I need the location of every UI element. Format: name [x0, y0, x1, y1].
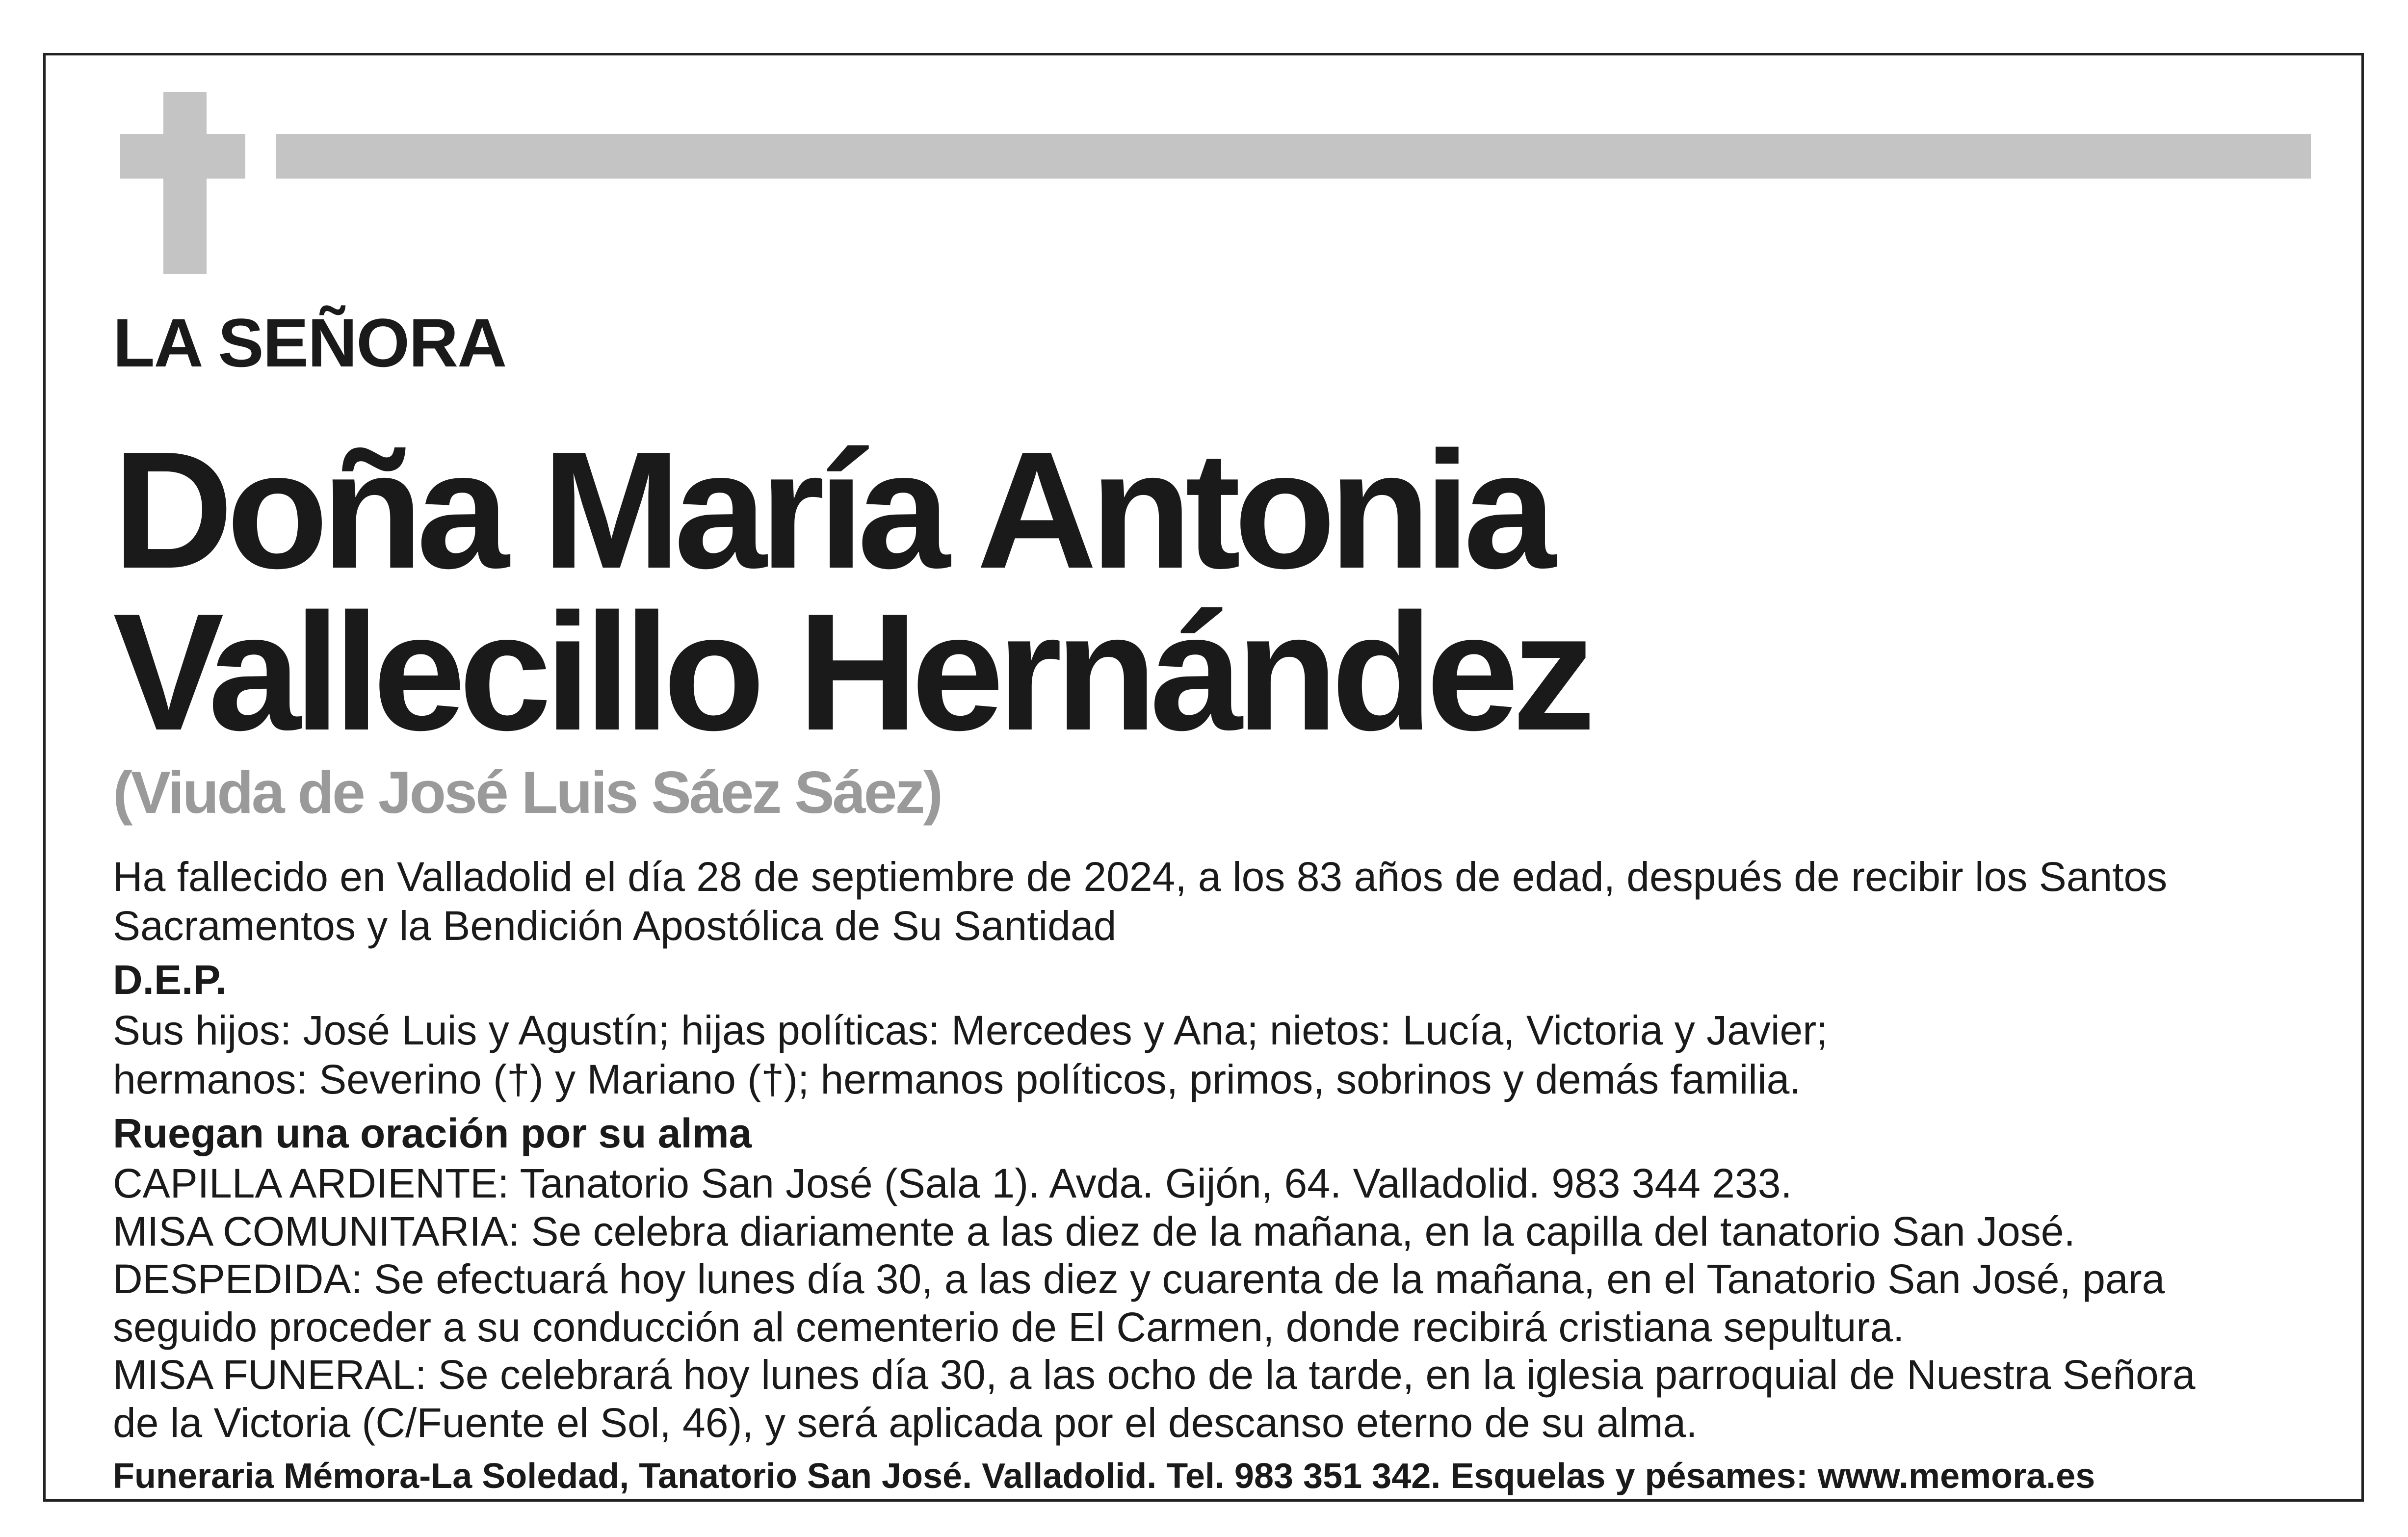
farewell-line2: seguido proceder a su conducción al cementerio de El Carmen, donde recibirá cristiana sepultura. — [113, 1304, 1905, 1350]
widow-of: (Viuda de José Luis Sáez Sáez) — [113, 759, 942, 826]
farewell-line1: DESPEDIDA: Se efectuará hoy lunes día 30, a las diez y cuarenta de la mañana, en el Tanatorio San José, para — [113, 1256, 2165, 1302]
chapel-info: CAPILLA ARDIENTE: Tanatorio San José (Sala 1). Avda. Gijón, 64. Valladolid. 983 344 233. — [113, 1160, 1792, 1206]
deceased-name-line2: Vallecillo Hernández — [113, 579, 1589, 765]
cross-icon — [163, 92, 207, 274]
community-mass-info: MISA COMUNITARIA: Se celebra diariamente a las diez de la mañana, en la capilla del tanatorio San José. — [113, 1208, 2075, 1254]
death-line1: Ha fallecido en Valladolid el día 28 de septiembre de 2024, a los 83 años de edad, después de recibir los Santos — [113, 854, 2168, 900]
funeral-line2: de la Victoria (C/Fuente el Sol, 46), y será aplicada por el descanso eterno de su alma. — [113, 1400, 1698, 1446]
header-bar — [276, 134, 2311, 179]
funeral-line1: MISA FUNERAL: Se celebrará hoy lunes día 30, a las ocho de la tarde, en la iglesia parroquial de Nuestra Señora — [113, 1352, 2196, 1398]
title-la-senora: LA SEÑORA — [113, 304, 506, 381]
family-line2: hermanos: Severino (†) y Mariano (†); hermanos políticos, primos, sobrinos y demás familia. — [113, 1056, 1801, 1102]
footer-funeral-home: Funeraria Mémora-La Soledad, Tanatorio San José. Valladolid. Tel. 983 351 342. Esquelas y pésames: www.memora.es — [113, 1457, 2095, 1496]
dep: D.E.P. — [113, 957, 227, 1003]
prayer-request: Ruegan una oración por su alma — [113, 1110, 752, 1156]
family-line1: Sus hijos: José Luis y Agustín; hijas políticas: Mercedes y Ana; nietos: Lucía, Victoria y Javier; — [113, 1007, 1828, 1053]
deceased-name-line1: Doña María Antonia — [113, 417, 1549, 603]
cross-icon-arm — [120, 134, 245, 179]
death-line2: Sacramentos y la Bendición Apostólica de Su Santidad — [113, 903, 1117, 949]
